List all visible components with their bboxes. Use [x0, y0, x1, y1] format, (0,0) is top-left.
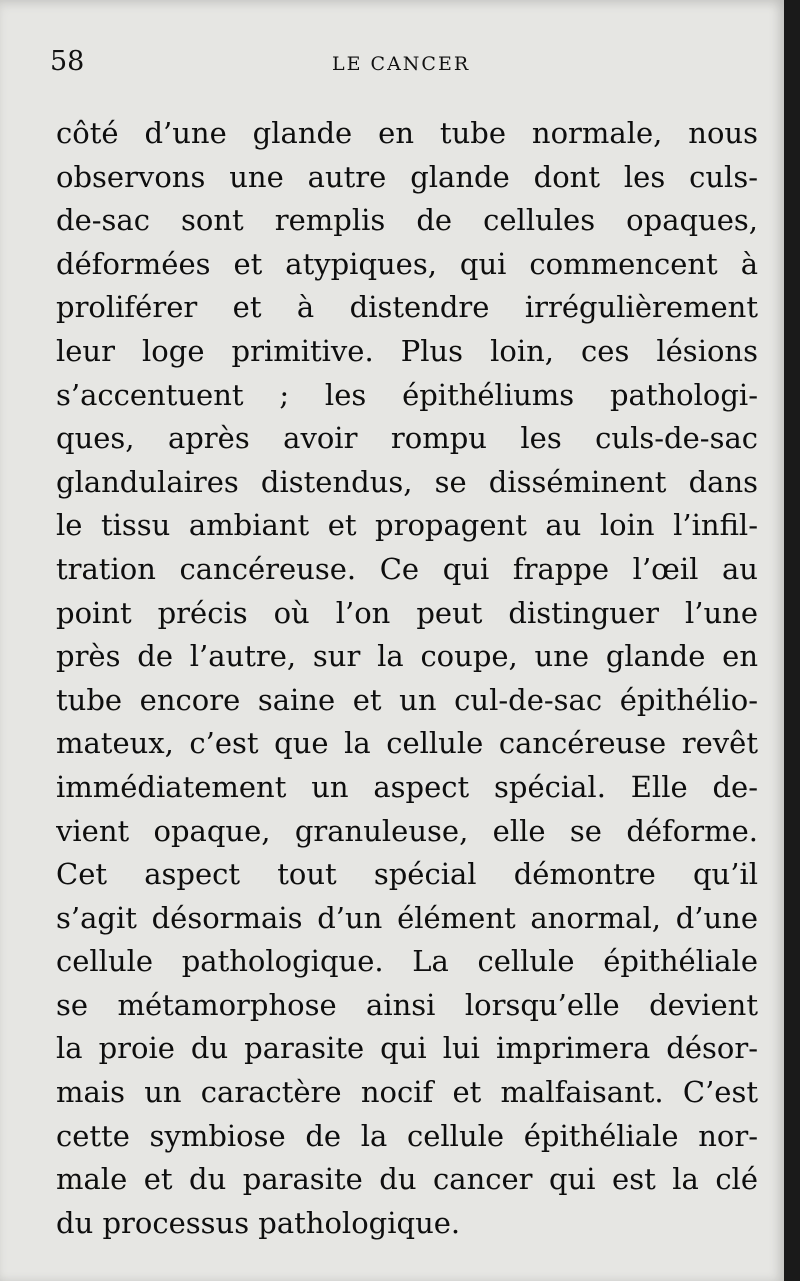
text-line: du processus pathologique. — [56, 1205, 461, 1240]
text-line: cellule pathologique. La cellule épithéliale — [56, 944, 758, 979]
text-line: point précis où l’on peut distinguer l’une — [56, 595, 758, 630]
text-line: mateux, c’est que la cellule cancéreuse revêt — [56, 726, 758, 761]
text-line: vient opaque, granuleuse, elle se déforme. — [56, 813, 758, 848]
body-paragraph — [56, 112, 758, 1245]
text-line: observons une autre glande dont les culs- — [56, 159, 758, 194]
text-line: immédiatement un aspect spécial. Elle de- — [56, 769, 758, 804]
text-line: male et du parasite du cancer qui est la clé — [56, 1162, 758, 1197]
text-line: glandulaires distendus, se disséminent dans — [56, 464, 758, 499]
text-line: côté d’une glande en tube normale, nous — [56, 116, 758, 150]
text-line: s’agit désormais d’un élément anormal, d’une — [56, 900, 758, 935]
page-number: 58 — [50, 46, 85, 77]
text-line: mais un caractère nocif et malfaisant. C’est — [56, 1075, 758, 1110]
text-line: de-sac sont remplis de cellules opaques, — [56, 203, 758, 238]
text-line: s’accentuent ; les épithéliums pathologi- — [56, 377, 758, 412]
text-line: près de l’autre, sur la coupe, une glande en — [56, 639, 758, 674]
text-line: se métamorphose ainsi lorsqu’elle devient — [56, 987, 758, 1022]
running-title: LE CANCER — [332, 53, 471, 75]
running-head — [0, 42, 784, 82]
text-line: cette symbiose de la cellule épithéliale nor- — [56, 1118, 758, 1153]
text-line: tube encore saine et un cul-de-sac épithélio- — [56, 682, 758, 717]
text-line: la proie du parasite qui lui imprimera désor- — [56, 1031, 758, 1066]
text-line: le tissu ambiant et propagent au loin l’infil- — [56, 508, 758, 543]
text-line: proliférer et à distendre irrégulièrement — [56, 290, 758, 325]
text-line: ques, après avoir rompu les culs-de-sac — [56, 421, 758, 456]
text-line: déformées et atypiques, qui commencent à — [56, 246, 758, 281]
text-line: tration cancéreuse. Ce qui frappe l’œil au — [56, 551, 758, 586]
text-line: Cet aspect tout spécial démontre qu’il — [56, 857, 758, 892]
text-line: leur loge primitive. Plus loin, ces lésions — [56, 333, 758, 368]
